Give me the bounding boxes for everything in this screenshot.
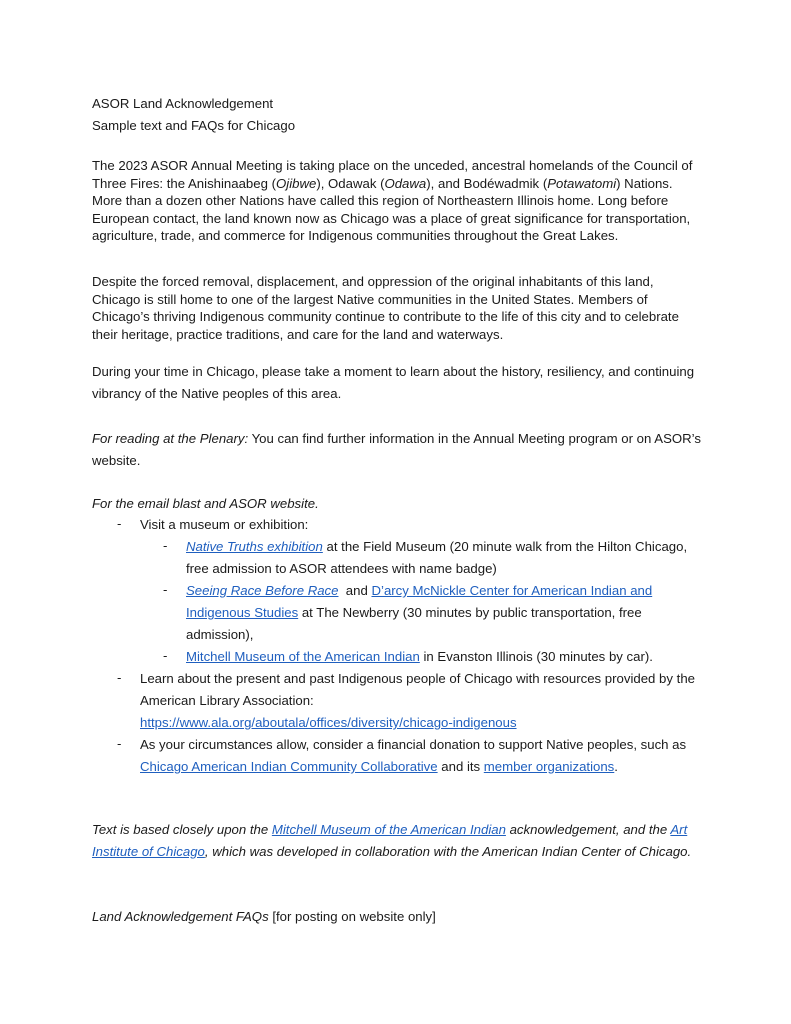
bullet-dash: - [163, 648, 168, 663]
plenary-paragraph [92, 428, 702, 472]
bullet-dash: - [117, 516, 122, 531]
donation-mid: and its [437, 759, 484, 774]
ojibwe-italic: Ojibwe [276, 175, 317, 191]
list-item-ala [140, 668, 710, 734]
mitchell-museum-link[interactable]: Mitchell Museum of the American Indian [186, 649, 420, 664]
newberry-mid: and [338, 583, 372, 598]
para1-text-1: The 2023 ASOR Annual Meeting is taking place on the unceded, ancestral homelands of the Council of Three Fires: the Anishinaabeg ( [92, 158, 693, 191]
para1-text-3: ), and Bodéwadmik ( [426, 175, 548, 191]
ala-text: Learn about the present and past Indigenous people of Chicago with resources provided by the American Library Association: [140, 671, 695, 708]
para1-text-4: ) Nations. More than a dozen other Nations have called this region of Northeastern Illinois home. Long before European contact, the land known now as Chicago was a place of great significance for transportation, agriculture, trade, and commerce for Indigenous communities throughout the Great Lakes. [92, 175, 691, 243]
learn-paragraph: During your time in Chicago, please take a moment to learn about the history, resiliency, and continuing vibrancy of the Native peoples of this area. [92, 364, 695, 401]
list-item-donation [140, 734, 710, 778]
seeing-race-link[interactable] [186, 583, 338, 598]
seeing-race-link-text: Seeing Race Before Race [186, 583, 339, 598]
sublist-item-native-truths [186, 536, 706, 580]
odawa-italic: Odawa [384, 175, 427, 191]
ala-link[interactable]: https://www.ala.org/aboutala/offices/diversity/chicago-indigenous [140, 715, 517, 730]
bullet-dash: - [163, 538, 168, 553]
sublist-item-newberry [186, 580, 706, 646]
native-truths-text: at the Field Museum (20 minute walk from the Hilton Chicago, free admission to ASOR attendees with name badge) [186, 539, 688, 576]
list-item-visit: Visit a museum or exhibition: [140, 517, 309, 532]
document-title [92, 93, 702, 137]
credit-text-3: , which was developed in collaboration with the American Indian Center of Chicago. [204, 844, 692, 859]
credit-paragraph [92, 819, 702, 863]
potawatomi-italic: Potawatomi [547, 175, 617, 191]
plenary-text: You can find further information in the Annual Meeting program or on ASOR’s website. [92, 431, 701, 468]
faq-lead: Land Acknowledgement FAQs [92, 909, 269, 924]
newberry-text: at The Newberry (30 minutes by public transportation, free admission), [186, 605, 642, 642]
bullet-dash: - [117, 736, 122, 751]
donation-text: As your circumstances allow, consider a financial donation to support Native peoples, such as [140, 737, 687, 752]
faq-heading [92, 907, 702, 927]
bullet-dash: - [163, 582, 168, 597]
native-truths-link-text: Native Truths exhibition [186, 539, 323, 554]
mitchell-ack-link[interactable]: Mitchell Museum of the American Indian [271, 822, 506, 837]
email-heading [92, 494, 702, 514]
credit-text-2: acknowledgement, and the [505, 822, 671, 837]
community-paragraph: Despite the forced removal, displacement, and oppression of the original inhabitants of this land, Chicago is still home to one of the largest Native communities in the United States. Members of Chicago’s thriving Indigenous community continue to contribute to the life of this city and to celebrate their heritage, practice traditions, and care for the land and waterways. [92, 274, 679, 342]
credit-text-1: Text is based closely upon the [92, 822, 272, 837]
sublist-item-mitchell [186, 646, 726, 668]
donation-end: . [614, 759, 618, 774]
title-line-1: ASOR Land Acknowledgement [92, 96, 274, 111]
mcnickle-center-link[interactable]: D’arcy McNickle Center for American Indian and Indigenous Studies [186, 583, 653, 620]
intro-paragraph [92, 157, 702, 245]
faq-note: [for posting on website only] [268, 909, 436, 924]
title-line-2: Sample text and FAQs for Chicago [92, 118, 296, 133]
bullet-dash: - [117, 670, 122, 685]
para1-text-2: ), Odawak ( [316, 175, 385, 191]
mitchell-text: in Evanston Illinois (30 minutes by car). [419, 649, 653, 664]
member-organizations-link[interactable]: member organizations [483, 759, 615, 774]
email-heading-text: For the email blast and ASOR website. [92, 496, 319, 511]
plenary-lead: For reading at the Plenary: [92, 431, 249, 446]
native-truths-link[interactable] [186, 539, 323, 554]
caicc-link[interactable]: Chicago American Indian Community Collaborative [140, 759, 438, 774]
art-institute-link[interactable]: Art Institute of Chicago [92, 822, 688, 859]
